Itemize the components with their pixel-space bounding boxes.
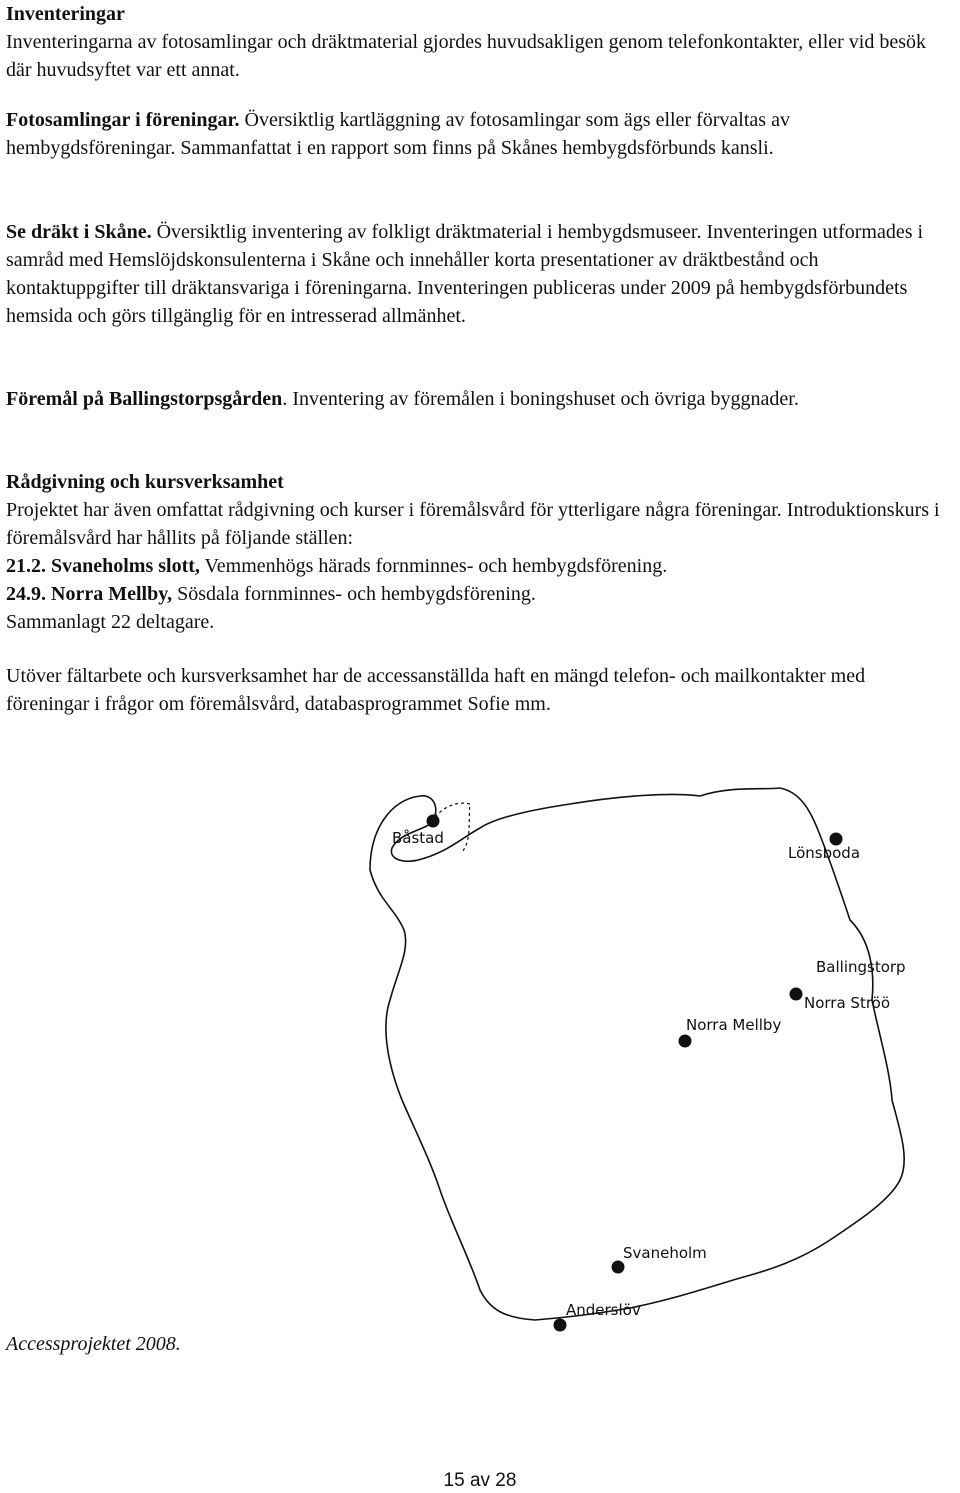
- label-norra-mellby: Norra Mellby: [686, 1016, 782, 1034]
- course-date-place: 24.9. Norra Mellby,: [6, 583, 173, 605]
- text-fotosamlingar: Översiktlig kartläggning av fotosamlingar som ägs eller förvaltas av hembygdsföreningar. Sammanfattat i en rapport som finns på Skånes hembygdsförbunds kansli.: [6, 109, 790, 159]
- label-norra-stro: Norra Ströö: [804, 994, 891, 1012]
- section-fotosamlingar: [6, 106, 946, 162]
- section-inventeringar: [6, 0, 946, 84]
- heading-inventeringar: Inventeringar: [6, 3, 125, 25]
- course-item: [6, 580, 946, 608]
- section-radgivning: [6, 468, 946, 636]
- page-number: 15 av 28: [443, 1470, 517, 1491]
- course-org: Sösdala fornminnes- och hembygdsförening.: [172, 583, 536, 605]
- paragraph-radgivning: Projektet har även omfattat rådgivning och kurser i föremålsvård för ytterligare några föreningar. Introduktionskurs i föremålsvård har hållits på följande ställen:: [6, 499, 940, 549]
- label-lonsboda: Lönsboda: [788, 844, 861, 862]
- course-date-place: 21.2. Svaneholms slott,: [6, 555, 200, 577]
- course-org: Vemmenhögs härads fornminnes- och hembygdsförening.: [199, 555, 668, 577]
- label-ballingstorp: Ballingstorp: [816, 958, 906, 976]
- heading-radgivning: Rådgivning och kursverksamhet: [6, 471, 284, 493]
- label-svaneholm: Svaneholm: [623, 1244, 707, 1262]
- marker-anderslov: [554, 1319, 567, 1332]
- marker-norra-stro: [790, 988, 803, 1001]
- section-utover: [6, 662, 946, 718]
- section-drakt: [6, 218, 946, 330]
- skane-outline: [370, 788, 904, 1320]
- marker-svaneholm: [612, 1261, 625, 1274]
- lead-foremal: Föremål på Ballingstorpsgården: [6, 388, 283, 410]
- paragraph-inventeringar: Inventeringarna av fotosamlingar och dräktmaterial gjordes huvudsakligen genom telefonkontakter, eller vid besök där huvudsyftet var ett annat.: [6, 31, 927, 81]
- label-anderslov: Anderslöv: [566, 1301, 641, 1319]
- text-drakt: Översiktlig inventering av folkligt dräktmaterial i hembygdsmuseer. Inventeringen utformades i samråd med Hemslöjdskonsulenterna i Skåne och innehåller korta presentationer av dräktbestånd och kontaktuppgifter till dräktansvariga i föreningarna. Inventeringen publiceras under 2009 på hembygdsförbundets hemsida och görs tillgänglig för en intresserad allmänhet.: [6, 221, 924, 327]
- lead-fotosamlingar: Fotosamlingar i föreningar.: [6, 109, 240, 131]
- footer-note: Accessprojektet 2008.: [6, 1333, 181, 1355]
- skane-map: [330, 770, 930, 1370]
- label-bastad: Båstad: [392, 829, 444, 847]
- marker-norra-mellby: [679, 1035, 692, 1048]
- course-item: [6, 552, 946, 580]
- paragraph-utover: Utöver fältarbete och kursverksamhet har de accessanställda haft en mängd telefon- och mailkontakter med föreningar i frågor om föremålsvård, databasprogrammet Sofie mm.: [6, 665, 866, 715]
- participants-total: Sammanlagt 22 deltagare.: [6, 611, 215, 633]
- section-foremal: [6, 385, 946, 413]
- text-foremal: . Inventering av föremålen i boningshuset och övriga byggnader.: [282, 388, 799, 410]
- marker-bastad: [427, 815, 440, 828]
- lead-drakt: Se dräkt i Skåne.: [6, 221, 152, 243]
